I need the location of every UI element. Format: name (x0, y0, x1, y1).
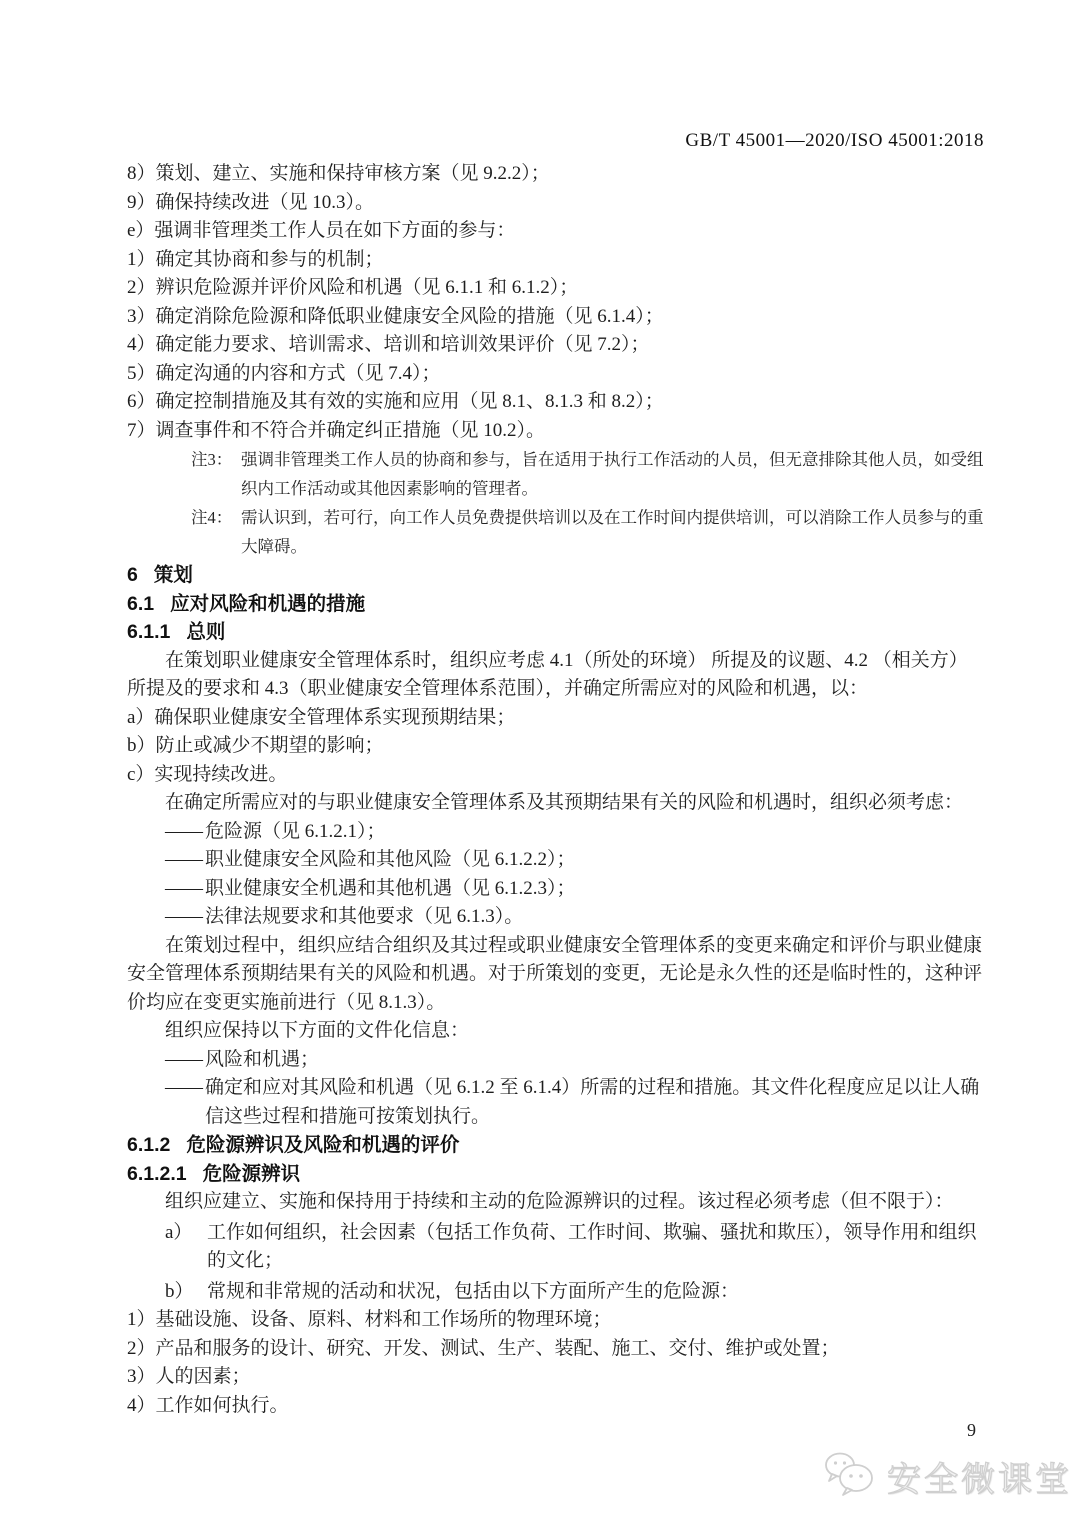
list-item: a）确保职业健康安全管理体系实现预期结果； (127, 706, 516, 728)
note-text: 需认识到，若可行，向工作人员免费提供培训以及在工作时间内提供培训，可以消除工作人员参与的重大障碍。 (241, 508, 984, 556)
em-dash: —— (165, 877, 203, 899)
list-item: 6）确定控制措施及其有效的实施和应用（见 8.1、8.1.3 和 8.2）； (127, 391, 664, 412)
list-item: 4）确定能力要求、培训需求、培训和培训效果评价（见 7.2）； (127, 334, 650, 355)
chat-bubbles-icon (823, 1450, 879, 1503)
em-dash: —— (165, 906, 203, 927)
section-heading-6-1 (127, 590, 985, 619)
note-3 (191, 445, 985, 503)
paragraph: 在策划职业健康安全管理体系时，组织应考虑 4.1（所处的环境） 所提及的议题、4.2 （相关方）所提及的要求和 4.3（职业健康安全管理体系范围），并确定所需应对的风险和机遇，以： (127, 649, 968, 699)
heading-number: 6.1.2.1 (127, 1162, 187, 1185)
list-item: 8）策划、建立、实施和保持审核方案（见 9.2.2）； (127, 163, 550, 184)
watermark-logo (823, 1450, 1072, 1503)
heading-number: 6.1 (127, 592, 155, 615)
watermark-text: 安全微课堂 (887, 1461, 1072, 1499)
dash-list-item: —— 法律法规要求和其他要求（见 6.1.3）。 (165, 903, 985, 932)
document-body (127, 160, 985, 1420)
note-text: 强调非管理类工作人员的协商和参与，旨在适用于执行工作活动的人员，但无意排除其他人员，如受组织内工作活动或其他因素影响的管理者。 (241, 450, 984, 498)
hazard-list-item-a: a） 工作如何组织，社会因素（包括工作负荷、工作时间、欺骗、骚扰和欺压），领导作用和组织的文化； (165, 1219, 985, 1276)
list-item: 3）人的因素； (127, 1366, 251, 1387)
list-item: 2）辨识危险源并评价风险和机遇（见 6.1.1 和 6.1.2）； (127, 277, 579, 298)
page-number: 9 (967, 1420, 976, 1440)
dash-list-item: —— 职业健康安全风险和其他风险（见 6.1.2.2）； (165, 846, 985, 875)
dash-list-item: —— 确定和应对其风险和机遇（见 6.1.2 至 6.1.4）所需的过程和措施。其文件化程度应足以让人确信这些过程和措施可按策划执行。 (165, 1074, 985, 1131)
em-dash: —— (165, 1048, 203, 1070)
list-item: 4）工作如何执行。 (127, 1394, 289, 1416)
list-item: 1）基础设施、设备、原料、材料和工作场所的物理环境； (127, 1309, 612, 1330)
hazard-list-item-b: b） 常规和非常规的活动和状况，包括由以下方面所产生的危险源： (165, 1278, 985, 1307)
note-label: 注4： (191, 508, 233, 527)
standard-code-header: GB/T 45001—2020/ISO 45001:2018 (685, 130, 984, 151)
list-item: 9）确保持续改进（见 10.3）。 (127, 191, 375, 213)
em-dash: —— (165, 849, 203, 870)
list-item-e: e）强调非管理类工作人员在如下方面的参与： (127, 220, 516, 241)
section-heading-6-1-2 (127, 1131, 985, 1160)
note-label: 注3： (191, 450, 233, 469)
section-heading-6-1-2-1 (127, 1160, 985, 1189)
paragraph: 在确定所需应对的与职业健康安全管理体系及其预期结果有关的风险和机遇时，组织必须考虑： (165, 792, 964, 813)
item-label: b） (165, 1280, 194, 1302)
paragraph: 组织应建立、实施和保持用于持续和主动的危险源辨识的过程。该过程必须考虑（但不限于）： (165, 1191, 954, 1212)
dash-list-item: —— 风险和机遇； (165, 1046, 985, 1075)
paragraph: 在策划过程中，组织应结合组织及其过程或职业健康安全管理体系的变更来确定和评价与职业健康安全管理体系预期结果有关的风险和机遇。对于所策划的变更，无论是永久性的还是临时性的，这种评价均应在变更实施前进行（见 8.1.3）。 (127, 934, 983, 1013)
list-item: 3）确定消除危险源和降低职业健康安全风险的措施（见 6.1.4）； (127, 305, 664, 327)
heading-title: 策划 (153, 564, 193, 586)
em-dash: —— (165, 820, 203, 842)
heading-title: 危险源辨识及风险和机遇的评价 (186, 1134, 460, 1156)
list-item: b）防止或减少不期望的影响； (127, 735, 384, 756)
heading-title: 总则 (186, 621, 226, 643)
dash-list-item: —— 职业健康安全机遇和其他机遇（见 6.1.2.3）； (165, 875, 985, 904)
dash-list-item: —— 危险源（见 6.1.2.1）； (165, 818, 985, 847)
heading-number: 6 (127, 564, 138, 586)
heading-title: 危险源辨识 (202, 1162, 301, 1185)
em-dash: —— (165, 1077, 203, 1098)
list-item: 7）调查事件和不符合并确定纠正措施（见 10.2）。 (127, 419, 546, 441)
note-4 (191, 503, 985, 561)
paragraph: 组织应保持以下方面的文件化信息： (165, 1020, 470, 1041)
heading-number: 6.1.1 (127, 621, 171, 643)
heading-title: 应对风险和机遇的措施 (170, 592, 366, 615)
list-item: 5）确定沟通的内容和方式（见 7.4）； (127, 362, 441, 384)
list-item: 2）产品和服务的设计、研究、开发、测试、生产、装配、施工、交付、维护或处置； (127, 1337, 840, 1359)
heading-number: 6.1.2 (127, 1134, 171, 1156)
list-item: c）实现持续改进。 (127, 763, 288, 785)
section-heading-6-1-1 (127, 618, 985, 647)
section-heading-6 (127, 561, 985, 590)
item-label: a） (165, 1221, 193, 1243)
list-item: 1）确定其协商和参与的机制； (127, 248, 384, 270)
